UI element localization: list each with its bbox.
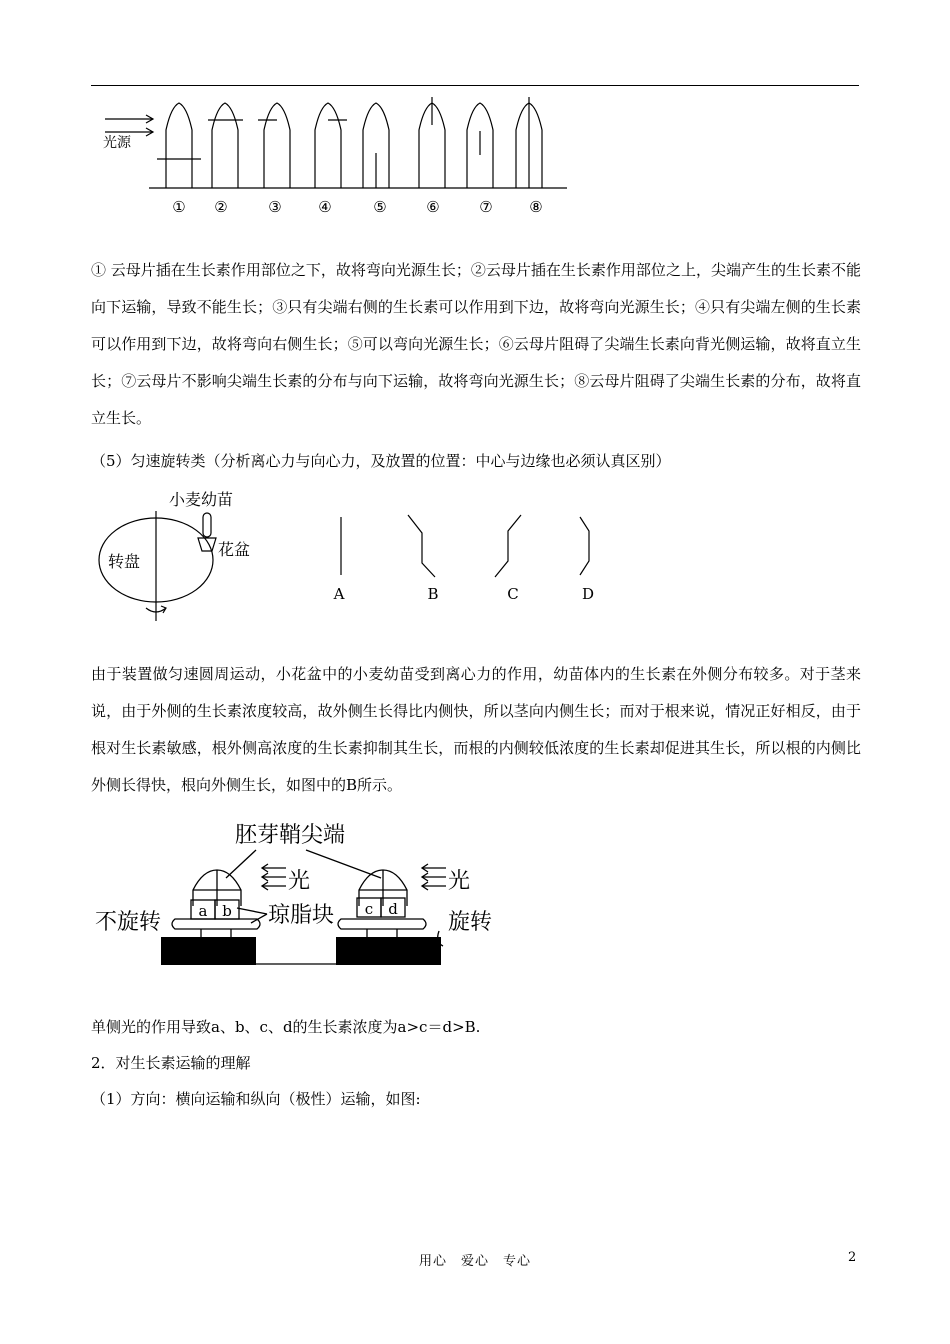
page-number: 2 bbox=[848, 1250, 857, 1265]
page-footer: 用心 爱心 专心 bbox=[418, 1254, 531, 1269]
pot-label: 花盆 bbox=[218, 540, 251, 559]
option-d: D bbox=[581, 585, 595, 603]
block-a: a bbox=[198, 902, 208, 920]
label-2: ② bbox=[214, 198, 228, 216]
label-4: ④ bbox=[318, 198, 332, 216]
light-source-label: 光源 bbox=[103, 135, 131, 151]
block-c: c bbox=[364, 900, 374, 918]
light-label-right: 光 bbox=[448, 869, 471, 894]
label-8: ⑧ bbox=[529, 198, 543, 216]
explanation-paragraph-2: 由于装置做匀速圆周运动，小花盆中的小麦幼苗受到离心力的作用，幼苗体内的生长素在外侧分布较多。对于茎来说，由于外侧的生长素浓度较高，故外侧生长得比内侧快，所以茎向内侧生长；而对于根来说，情况正好相反，由于根对生长素敏感，根外侧高浓度的生长素抑制其生长，而根的内侧较低浓度的生长素却促进其生长，所以根的内侧比外侧长得快，根向外侧生长，如图中的B所示。 bbox=[91, 665, 861, 794]
light-label-left: 光 bbox=[288, 869, 311, 894]
seedling-label: 小麦幼苗 bbox=[169, 490, 234, 509]
label-1: ① bbox=[172, 198, 186, 216]
label-7: ⑦ bbox=[479, 198, 493, 216]
direction-line: （1）方向：横向运输和纵向（极性）运输，如图: bbox=[91, 1090, 421, 1108]
option-c: C bbox=[507, 585, 519, 603]
heading-uniform-rotation: （5）匀速旋转类（分析离心力与向心力，及放置的位置：中心与边缘也必须认真区别） bbox=[91, 452, 671, 470]
section-2-heading: 2．对生长素运输的理解 bbox=[91, 1054, 251, 1072]
explanation-paragraph-1: ① 云母片插在生长素作用部位之下，故将弯向光源生长；②云母片插在生长素作用部位之上，尖端产生的生长素不能向下运输，导致不能生长；③只有尖端右侧的生长素可以作用到下边，故将弯向光源生长；④只有尖端左侧的生长素可以作用到下边，故将弯向右侧生长；⑤可以弯向光源生长；⑥云母片阻碍了尖端生长素向背光侧运输，故将直立生长；⑦云母片不影响尖端生长素的分布与向下运输，故将弯向光源生长；⑧云母片阻碍了尖端生长素的分布，故将直立生长。 bbox=[91, 261, 861, 427]
coleoptile-tip-label: 胚芽鞘尖端 bbox=[235, 823, 346, 848]
turntable-figure bbox=[91, 485, 631, 625]
label-3: ③ bbox=[268, 198, 282, 216]
no-rotation-label: 不旋转 bbox=[95, 910, 162, 935]
agar-block-figure bbox=[91, 818, 511, 968]
label-5: ⑤ bbox=[373, 198, 387, 216]
block-d: d bbox=[388, 900, 398, 918]
rotation-label: 旋转 bbox=[448, 910, 493, 935]
header-rule bbox=[91, 85, 859, 86]
agar-block-label: 琼脂块 bbox=[268, 903, 335, 928]
turntable-label: 转盘 bbox=[108, 552, 141, 571]
block-b: b bbox=[222, 902, 232, 920]
left-stand bbox=[161, 937, 256, 965]
coleoptile-mica-figure bbox=[91, 95, 581, 220]
option-a: A bbox=[333, 585, 345, 603]
right-stand bbox=[336, 937, 441, 965]
label-6: ⑥ bbox=[426, 198, 440, 216]
conclusion-line: 单侧光的作用导致a、b、c、d的生长素浓度为a>c＝d>B. bbox=[91, 1018, 481, 1036]
option-b: B bbox=[427, 585, 439, 603]
